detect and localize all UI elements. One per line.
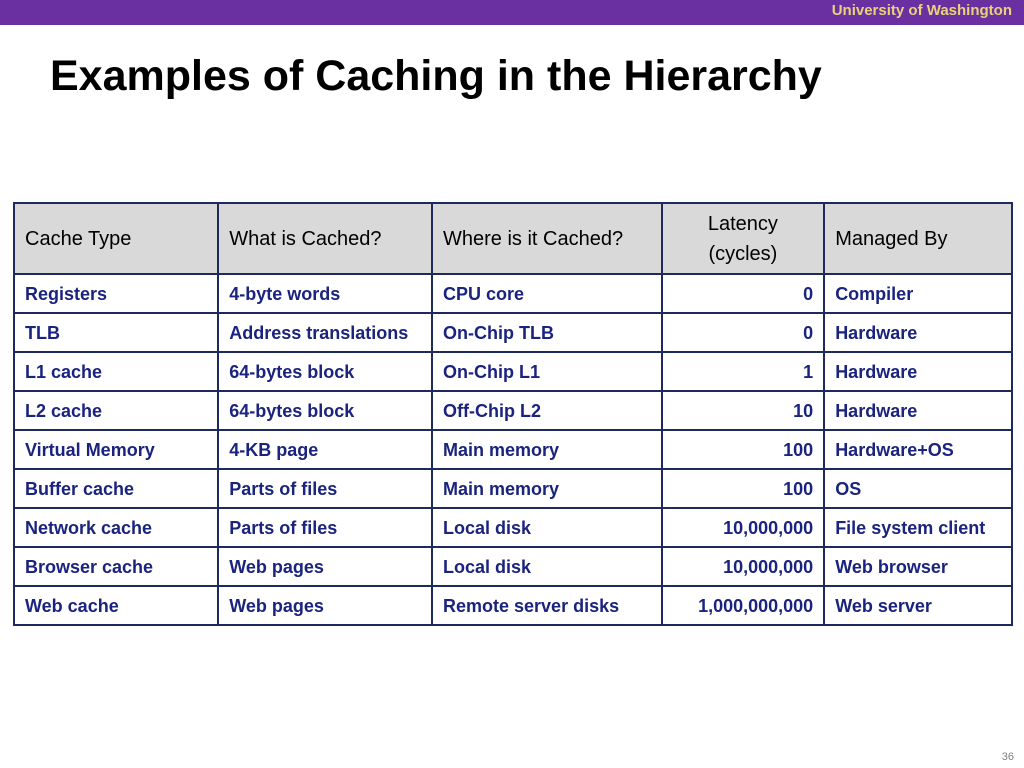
table-row (14, 547, 1012, 586)
table-row (14, 313, 1012, 352)
header-where-is-it-cached: Where is it Cached? (432, 203, 662, 274)
header-latency (662, 203, 825, 274)
latency-cell: 100 (662, 430, 825, 469)
what-cached-cell: 64-bytes block (218, 352, 432, 391)
what-cached-cell: Address translations (218, 313, 432, 352)
where-cached-cell: CPU core (432, 274, 662, 313)
managed-by-cell: Hardware (824, 352, 1012, 391)
what-cached-cell: 4-KB page (218, 430, 432, 469)
cache-type-cell: Network cache (14, 508, 218, 547)
cache-type-cell: L1 cache (14, 352, 218, 391)
where-cached-cell: Off-Chip L2 (432, 391, 662, 430)
cache-type-cell: Web cache (14, 586, 218, 625)
latency-cell: 0 (662, 274, 825, 313)
cache-type-cell: Buffer cache (14, 469, 218, 508)
table-row (14, 391, 1012, 430)
managed-by-cell: Web server (824, 586, 1012, 625)
what-cached-cell: 4-byte words (218, 274, 432, 313)
latency-cell: 10 (662, 391, 825, 430)
managed-by-cell: Compiler (824, 274, 1012, 313)
where-cached-cell: Local disk (432, 508, 662, 547)
cache-type-cell: TLB (14, 313, 218, 352)
top-bar (0, 0, 1024, 25)
latency-cell: 100 (662, 469, 825, 508)
managed-by-cell: Hardware+OS (824, 430, 1012, 469)
table-row (14, 430, 1012, 469)
cache-type-cell: Registers (14, 274, 218, 313)
cache-table (13, 202, 1013, 626)
managed-by-cell: File system client (824, 508, 1012, 547)
cache-type-cell: Browser cache (14, 547, 218, 586)
latency-cell: 1,000,000,000 (662, 586, 825, 625)
latency-cell: 1 (662, 352, 825, 391)
table-row (14, 352, 1012, 391)
table-row (14, 274, 1012, 313)
what-cached-cell: Parts of files (218, 508, 432, 547)
page-number: 36 (1001, 751, 1014, 763)
where-cached-cell: On-Chip TLB (432, 313, 662, 352)
managed-by-cell: Hardware (824, 391, 1012, 430)
cache-type-cell: Virtual Memory (14, 430, 218, 469)
latency-cell: 10,000,000 (662, 547, 825, 586)
latency-cell: 0 (662, 313, 825, 352)
what-cached-cell: Web pages (218, 547, 432, 586)
managed-by-cell: Hardware (824, 313, 1012, 352)
table-row (14, 586, 1012, 625)
header-latency-text: Latency (cycles) (707, 212, 778, 265)
latency-cell: 10,000,000 (662, 508, 825, 547)
table-row (14, 469, 1012, 508)
slide-title: Examples of Caching in the Hierarchy (50, 52, 822, 100)
what-cached-cell: 64-bytes block (218, 391, 432, 430)
university-label: University of Washington (831, 2, 1012, 19)
what-cached-cell: Web pages (218, 586, 432, 625)
what-cached-cell: Parts of files (218, 469, 432, 508)
header-what-is-cached: What is Cached? (218, 203, 432, 274)
table-row (14, 508, 1012, 547)
cache-type-cell: L2 cache (14, 391, 218, 430)
where-cached-cell: On-Chip L1 (432, 352, 662, 391)
where-cached-cell: Main memory (432, 430, 662, 469)
where-cached-cell: Main memory (432, 469, 662, 508)
where-cached-cell: Local disk (432, 547, 662, 586)
header-managed-by: Managed By (824, 203, 1012, 274)
managed-by-cell: Web browser (824, 547, 1012, 586)
header-cache-type: Cache Type (14, 203, 218, 274)
where-cached-cell: Remote server disks (432, 586, 662, 625)
table-header-row (14, 203, 1012, 274)
managed-by-cell: OS (824, 469, 1012, 508)
